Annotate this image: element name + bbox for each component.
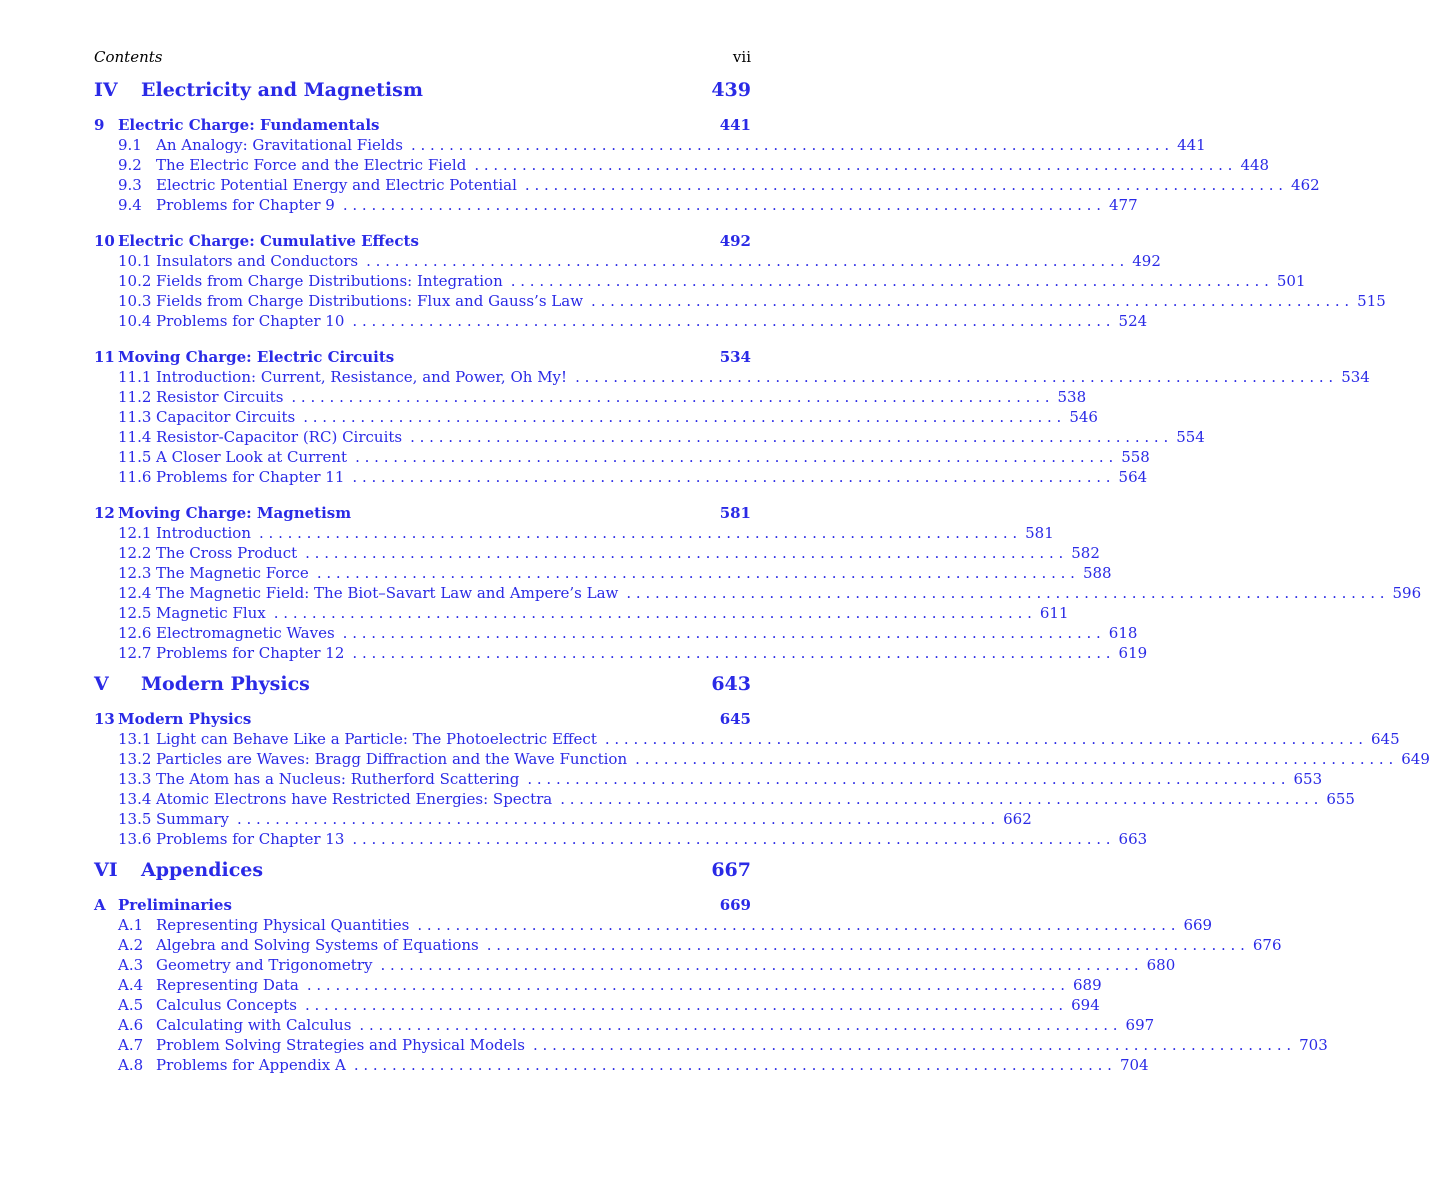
toc-chapter-entry[interactable] <box>94 347 751 367</box>
section-title: Capacitor Circuits <box>156 408 296 426</box>
section-page: 676 <box>1252 936 1282 954</box>
toc-section-entry[interactable] <box>94 749 1430 769</box>
dot-leader: . . . . . . . . . . . . . . . . . . . . . . . . . . . . . . . . . . . . . . . . . . . . . . . . . . . . . . . . . . . . . . . . . . . . . . . . . . . . . . . . <box>604 730 1363 748</box>
toc-section-entry[interactable] <box>94 195 1138 215</box>
section-page: 618 <box>1108 624 1138 642</box>
dot-leader: . . . . . . . . . . . . . . . . . . . . . . . . . . . . . . . . . . . . . . . . . . . . . . . . . . . . . . . . . . . . . . . . . . . . . . . . . . . . . . . . <box>575 368 1334 386</box>
section-title: Electric Potential Energy and Electric Potential <box>156 176 517 194</box>
section-title: Introduction <box>156 524 251 542</box>
section-number: A.6 <box>118 1016 144 1034</box>
section-number: A.2 <box>118 936 144 954</box>
part-number: VI <box>94 859 118 881</box>
dot-leader: . . . . . . . . . . . . . . . . . . . . . . . . . . . . . . . . . . . . . . . . . . . . . . . . . . . . . . . . . . . . . . . . . . . . . . . . . . . . . . . . <box>486 936 1245 954</box>
section-title: Problems for Chapter 9 <box>156 196 335 214</box>
section-number: A.4 <box>118 976 144 994</box>
chapter-title: Electric Charge: Cumulative Effects <box>118 232 419 250</box>
section-title: Resistor-Capacitor (RC) Circuits <box>156 428 403 446</box>
dot-leader: . . . . . . . . . . . . . . . . . . . . . . . . . . . . . . . . . . . . . . . . . . . . . . . . . . . . . . . . . . . . . . . . . . . . . . . . . . . . . . . . <box>305 544 1064 562</box>
chapter-number: 11 <box>94 348 115 366</box>
dot-leader: . . . . . . . . . . . . . . . . . . . . . . . . . . . . . . . . . . . . . . . . . . . . . . . . . . . . . . . . . . . . . . . . . . . . . . . . . . . . . . . . <box>474 156 1233 174</box>
toc-chapter-entry[interactable] <box>94 231 751 251</box>
dot-leader: . . . . . . . . . . . . . . . . . . . . . . . . . . . . . . . . . . . . . . . . . . . . . . . . . . . . . . . . . . . . . . . . . . . . . . . . . . . . . . . . <box>417 916 1176 934</box>
section-page: 689 <box>1072 976 1102 994</box>
section-title: The Atom has a Nucleus: Rutherford Scattering <box>156 770 520 788</box>
section-number: A.7 <box>118 1036 144 1054</box>
section-number: 12.6 <box>118 624 152 642</box>
section-page: 581 <box>1025 524 1054 542</box>
dot-leader: . . . . . . . . . . . . . . . . . . . . . . . . . . . . . . . . . . . . . . . . . . . . . . . . . . . . . . . . . . . . . . . . . . . . . . . . . . . . . . . . <box>273 604 1032 622</box>
toc-section-entry[interactable] <box>94 915 1213 935</box>
chapter-title: Preliminaries <box>118 896 232 914</box>
section-number: 13.4 <box>118 790 152 808</box>
toc-part-entry[interactable] <box>94 673 751 699</box>
part-number: V <box>94 673 109 695</box>
section-title: Insulators and Conductors <box>156 252 359 270</box>
toc-section-entry[interactable] <box>94 311 1148 331</box>
dot-leader: . . . . . . . . . . . . . . . . . . . . . . . . . . . . . . . . . . . . . . . . . . . . . . . . . . . . . . . . . . . . . . . . . . . . . . . . . . . . . . . . <box>304 996 1064 1014</box>
section-page: 524 <box>1118 312 1148 330</box>
section-title: Atomic Electrons have Restricted Energies: Spectra <box>156 790 553 808</box>
dot-leader: . . . . . . . . . . . . . . . . . . . . . . . . . . . . . . . . . . . . . . . . . . . . . . . . . . . . . . . . . . . . . . . . . . . . . . . . . . . . . . . . <box>342 196 1101 214</box>
chapter-page: 441 <box>719 116 751 134</box>
toc-section-entry[interactable] <box>94 769 1323 789</box>
section-number: 13.3 <box>118 770 152 788</box>
toc-section-entry[interactable] <box>94 367 1370 387</box>
section-number: 12.4 <box>118 584 152 602</box>
section-title: A Closer Look at Current <box>156 448 348 466</box>
section-title: Problems for Chapter 13 <box>156 830 345 848</box>
section-title: Resistor Circuits <box>156 388 284 406</box>
toc-section-entry[interactable] <box>94 643 1148 663</box>
section-page: 477 <box>1108 196 1138 214</box>
toc-section-entry[interactable] <box>94 291 1386 311</box>
section-number: 11.4 <box>118 428 152 446</box>
chapter-number: 9 <box>94 116 105 134</box>
part-page: 667 <box>711 859 751 881</box>
dot-leader: . . . . . . . . . . . . . . . . . . . . . . . . . . . . . . . . . . . . . . . . . . . . . . . . . . . . . . . . . . . . . . . . . . . . . . . . . . . . . . . . <box>259 524 1018 542</box>
section-number: 11.1 <box>118 368 152 386</box>
section-title: Representing Physical Quantities <box>156 916 410 934</box>
toc-section-entry[interactable] <box>94 135 1206 155</box>
chapter-title: Electric Charge: Fundamentals <box>118 116 380 134</box>
section-number: 11.5 <box>118 448 152 466</box>
section-title: Fields from Charge Distributions: Integration <box>156 272 503 290</box>
section-page: 680 <box>1146 956 1176 974</box>
section-page: 534 <box>1341 368 1370 386</box>
chapter-number: A <box>94 896 106 914</box>
dot-leader: . . . . . . . . . . . . . . . . . . . . . . . . . . . . . . . . . . . . . . . . . . . . . . . . . . . . . . . . . . . . . . . . . . . . . . . . . . . . . . . . <box>236 810 996 828</box>
section-page: 649 <box>1401 750 1430 768</box>
toc-section-entry[interactable] <box>94 387 1087 407</box>
page-number: vii <box>732 48 751 66</box>
toc-section-entry[interactable] <box>94 583 1422 603</box>
section-page: 564 <box>1118 468 1148 486</box>
section-number: 11.3 <box>118 408 152 426</box>
running-head-title: Contents <box>94 48 163 66</box>
section-title: Calculus Concepts <box>156 996 297 1014</box>
dot-leader: . . . . . . . . . . . . . . . . . . . . . . . . . . . . . . . . . . . . . . . . . . . . . . . . . . . . . . . . . . . . . . . . . . . . . . . . . . . . . . . . <box>524 176 1284 194</box>
toc-section-entry[interactable] <box>94 729 1400 749</box>
section-number: 11.6 <box>118 468 152 486</box>
dot-leader: . . . . . . . . . . . . . . . . . . . . . . . . . . . . . . . . . . . . . . . . . . . . . . . . . . . . . . . . . . . . . . . . . . . . . . . . . . . . . . . . <box>359 1016 1118 1034</box>
section-title: Introduction: Current, Resistance, and Power, Oh My! <box>156 368 568 386</box>
toc-chapter-entry[interactable] <box>94 709 751 729</box>
dot-leader: . . . . . . . . . . . . . . . . . . . . . . . . . . . . . . . . . . . . . . . . . . . . . . . . . . . . . . . . . . . . . . . . . . . . . . . . . . . . . . . . <box>560 790 1319 808</box>
section-number: 9.2 <box>118 156 142 174</box>
section-title: Light can Behave Like a Particle: The Photoelectric Effect <box>156 730 597 748</box>
toc-section-entry[interactable] <box>94 1055 1149 1075</box>
section-title: Summary <box>156 810 229 828</box>
toc-section-entry[interactable] <box>94 955 1176 975</box>
section-page: 501 <box>1276 272 1306 290</box>
chapter-number: 12 <box>94 504 115 522</box>
toc-section-entry[interactable] <box>94 995 1100 1015</box>
section-page: 441 <box>1177 136 1206 154</box>
dot-leader: . . . . . . . . . . . . . . . . . . . . . . . . . . . . . . . . . . . . . . . . . . . . . . . . . . . . . . . . . . . . . . . . . . . . . . . . . . . . . . . . <box>291 388 1050 406</box>
dot-leader: . . . . . . . . . . . . . . . . . . . . . . . . . . . . . . . . . . . . . . . . . . . . . . . . . . . . . . . . . . . . . . . . . . . . . . . . . . . . . . . . <box>366 252 1125 270</box>
section-number: 13.2 <box>118 750 152 768</box>
dot-leader: . . . . . . . . . . . . . . . . . . . . . . . . . . . . . . . . . . . . . . . . . . . . . . . . . . . . . . . . . . . . . . . . . . . . . . . . . . . . . . . . <box>626 584 1385 602</box>
dot-leader: . . . . . . . . . . . . . . . . . . . . . . . . . . . . . . . . . . . . . . . . . . . . . . . . . . . . . . . . . . . . . . . . . . . . . . . . . . . . . . . . <box>510 272 1269 290</box>
section-page: 588 <box>1082 564 1112 582</box>
dot-leader: . . . . . . . . . . . . . . . . . . . . . . . . . . . . . . . . . . . . . . . . . . . . . . . . . . . . . . . . . . . . . . . . . . . . . . . . . . . . . . . . <box>533 1036 1292 1054</box>
chapter-number: 10 <box>94 232 115 250</box>
section-number: 12.3 <box>118 564 152 582</box>
chapter-number: 13 <box>94 710 115 728</box>
chapter-page: 581 <box>719 504 751 522</box>
section-number: 13.1 <box>118 730 152 748</box>
section-title: Electromagnetic Waves <box>156 624 335 642</box>
toc-section-entry[interactable] <box>94 623 1138 643</box>
toc-section-entry[interactable] <box>94 829 1148 849</box>
section-number: 12.2 <box>118 544 152 562</box>
section-number: 12.5 <box>118 604 152 622</box>
section-title: Problem Solving Strategies and Physical Models <box>156 1036 526 1054</box>
toc-part-entry[interactable] <box>94 79 751 105</box>
section-page: 492 <box>1132 252 1161 270</box>
toc-section-entry[interactable] <box>94 407 1098 427</box>
section-number: 10.3 <box>118 292 152 310</box>
section-number: 13.5 <box>118 810 152 828</box>
section-number: 9.4 <box>118 196 142 214</box>
part-page: 643 <box>711 673 751 695</box>
section-page: 558 <box>1121 448 1150 466</box>
dot-leader: . . . . . . . . . . . . . . . . . . . . . . . . . . . . . . . . . . . . . . . . . . . . . . . . . . . . . . . . . . . . . . . . . . . . . . . . . . . . . . . . <box>303 408 1062 426</box>
toc-section-entry[interactable] <box>94 1015 1155 1035</box>
table-of-contents <box>94 79 1430 1075</box>
toc-chapter-entry[interactable] <box>94 115 751 135</box>
contents-page <box>94 45 1430 1075</box>
toc-chapter-entry[interactable] <box>94 895 751 915</box>
section-number: A.5 <box>118 996 144 1014</box>
toc-section-entry[interactable] <box>94 603 1069 623</box>
section-page: 697 <box>1125 1016 1155 1034</box>
toc-part-entry[interactable] <box>94 859 751 885</box>
dot-leader: . . . . . . . . . . . . . . . . . . . . . . . . . . . . . . . . . . . . . . . . . . . . . . . . . . . . . . . . . . . . . . . . . . . . . . . . . . . . . . . . <box>352 644 1111 662</box>
section-page: 662 <box>1003 810 1032 828</box>
dot-leader: . . . . . . . . . . . . . . . . . . . . . . . . . . . . . . . . . . . . . . . . . . . . . . . . . . . . . . . . . . . . . . . . . . . . . . . . . . . . . . . . <box>380 956 1139 974</box>
toc-section-entry[interactable] <box>94 563 1112 583</box>
chapter-page: 534 <box>719 348 751 366</box>
chapter-title: Moving Charge: Magnetism <box>118 504 352 522</box>
section-page: 538 <box>1057 388 1087 406</box>
section-page: 515 <box>1357 292 1386 310</box>
section-number: A.3 <box>118 956 144 974</box>
section-title: Problems for Appendix A <box>156 1056 346 1074</box>
section-title: Magnetic Flux <box>156 604 266 622</box>
section-number: 10.2 <box>118 272 152 290</box>
section-title: Calculating with Calculus <box>156 1016 352 1034</box>
toc-section-entry[interactable] <box>94 935 1282 955</box>
toc-section-entry[interactable] <box>94 1035 1328 1055</box>
section-number: A.8 <box>118 1056 144 1074</box>
section-page: 619 <box>1118 644 1148 662</box>
dot-leader: . . . . . . . . . . . . . . . . . . . . . . . . . . . . . . . . . . . . . . . . . . . . . . . . . . . . . . . . . . . . . . . . . . . . . . . . . . . . . . . . <box>352 312 1111 330</box>
part-title: Appendices <box>141 859 264 881</box>
toc-section-entry[interactable] <box>94 427 1205 447</box>
chapter-page: 669 <box>719 896 751 914</box>
section-title: Geometry and Trigonometry <box>156 956 373 974</box>
section-page: 653 <box>1293 770 1323 788</box>
toc-section-entry[interactable] <box>94 543 1100 563</box>
section-title: The Cross Product <box>156 544 298 562</box>
toc-section-entry[interactable] <box>94 975 1102 995</box>
section-page: 703 <box>1299 1036 1328 1054</box>
section-number: 13.6 <box>118 830 152 848</box>
part-number: IV <box>94 79 118 101</box>
toc-section-entry[interactable] <box>94 467 1148 487</box>
part-title: Electricity and Magnetism <box>141 79 423 101</box>
section-title: The Electric Force and the Electric Field <box>156 156 467 174</box>
section-page: 554 <box>1176 428 1205 446</box>
section-title: The Magnetic Force <box>156 564 309 582</box>
toc-chapter-entry[interactable] <box>94 503 751 523</box>
dot-leader: . . . . . . . . . . . . . . . . . . . . . . . . . . . . . . . . . . . . . . . . . . . . . . . . . . . . . . . . . . . . . . . . . . . . . . . . . . . . . . . . <box>316 564 1075 582</box>
dot-leader: . . . . . . . . . . . . . . . . . . . . . . . . . . . . . . . . . . . . . . . . . . . . . . . . . . . . . . . . . . . . . . . . . . . . . . . . . . . . . . . . <box>342 624 1101 642</box>
section-title: Representing Data <box>156 976 299 994</box>
section-title: Algebra and Solving Systems of Equations <box>156 936 479 954</box>
toc-section-entry[interactable] <box>94 251 1161 271</box>
toc-section-entry[interactable] <box>94 789 1355 809</box>
section-page: 669 <box>1183 916 1213 934</box>
section-title: The Magnetic Field: The Biot–Savart Law and Ampere’s Law <box>156 584 619 602</box>
section-page: 546 <box>1069 408 1098 426</box>
dot-leader: . . . . . . . . . . . . . . . . . . . . . . . . . . . . . . . . . . . . . . . . . . . . . . . . . . . . . . . . . . . . . . . . . . . . . . . . . . . . . . . . <box>355 448 1114 466</box>
section-page: 645 <box>1370 730 1400 748</box>
toc-section-entry[interactable] <box>94 155 1270 175</box>
toc-section-entry[interactable] <box>94 447 1150 467</box>
dot-leader: . . . . . . . . . . . . . . . . . . . . . . . . . . . . . . . . . . . . . . . . . . . . . . . . . . . . . . . . . . . . . . . . . . . . . . . . . . . . . . . . <box>352 830 1111 848</box>
dot-leader: . . . . . . . . . . . . . . . . . . . . . . . . . . . . . . . . . . . . . . . . . . . . . . . . . . . . . . . . . . . . . . . . . . . . . . . . . . . . . . . . <box>410 136 1170 154</box>
section-title: Problems for Chapter 11 <box>156 468 345 486</box>
section-page: 663 <box>1118 830 1148 848</box>
chapter-page: 492 <box>719 232 751 250</box>
section-number: 12.1 <box>118 524 152 542</box>
chapter-page: 645 <box>719 710 751 728</box>
dot-leader: . . . . . . . . . . . . . . . . . . . . . . . . . . . . . . . . . . . . . . . . . . . . . . . . . . . . . . . . . . . . . . . . . . . . . . . . . . . . . . . . <box>352 468 1111 486</box>
chapter-title: Modern Physics <box>118 710 252 728</box>
section-page: 462 <box>1291 176 1320 194</box>
section-title: Fields from Charge Distributions: Flux and Gauss’s Law <box>156 292 584 310</box>
section-page: 611 <box>1039 604 1069 622</box>
dot-leader: . . . . . . . . . . . . . . . . . . . . . . . . . . . . . . . . . . . . . . . . . . . . . . . . . . . . . . . . . . . . . . . . . . . . . . . . . . . . . . . . <box>635 750 1394 768</box>
section-number: 9.1 <box>118 136 142 154</box>
chapter-title: Moving Charge: Electric Circuits <box>118 348 395 366</box>
section-page: 448 <box>1240 156 1270 174</box>
toc-section-entry[interactable] <box>94 271 1306 291</box>
running-head <box>94 45 751 69</box>
section-title: Problems for Chapter 10 <box>156 312 345 330</box>
section-number: 10.1 <box>118 252 152 270</box>
section-page: 582 <box>1071 544 1100 562</box>
section-number: A.1 <box>118 916 144 934</box>
section-title: Problems for Chapter 12 <box>156 644 345 662</box>
dot-leader: . . . . . . . . . . . . . . . . . . . . . . . . . . . . . . . . . . . . . . . . . . . . . . . . . . . . . . . . . . . . . . . . . . . . . . . . . . . . . . . . <box>527 770 1286 788</box>
section-title: An Analogy: Gravitational Fields <box>156 136 403 154</box>
section-page: 655 <box>1326 790 1355 808</box>
dot-leader: . . . . . . . . . . . . . . . . . . . . . . . . . . . . . . . . . . . . . . . . . . . . . . . . . . . . . . . . . . . . . . . . . . . . . . . . . . . . . . . . <box>591 292 1350 310</box>
section-number: 10.4 <box>118 312 152 330</box>
section-number: 9.3 <box>118 176 142 194</box>
section-title: Particles are Waves: Bragg Diffraction and the Wave Function <box>156 750 628 768</box>
toc-section-entry[interactable] <box>94 523 1054 543</box>
section-page: 596 <box>1392 584 1422 602</box>
section-page: 694 <box>1071 996 1100 1014</box>
part-title: Modern Physics <box>141 673 310 695</box>
part-page: 439 <box>711 79 751 101</box>
section-page: 704 <box>1119 1056 1149 1074</box>
toc-section-entry[interactable] <box>94 175 1320 195</box>
toc-section-entry[interactable] <box>94 809 1032 829</box>
section-number: 11.2 <box>118 388 152 406</box>
dot-leader: . . . . . . . . . . . . . . . . . . . . . . . . . . . . . . . . . . . . . . . . . . . . . . . . . . . . . . . . . . . . . . . . . . . . . . . . . . . . . . . . <box>306 976 1065 994</box>
dot-leader: . . . . . . . . . . . . . . . . . . . . . . . . . . . . . . . . . . . . . . . . . . . . . . . . . . . . . . . . . . . . . . . . . . . . . . . . . . . . . . . . <box>353 1056 1112 1074</box>
section-number: 12.7 <box>118 644 152 662</box>
dot-leader: . . . . . . . . . . . . . . . . . . . . . . . . . . . . . . . . . . . . . . . . . . . . . . . . . . . . . . . . . . . . . . . . . . . . . . . . . . . . . . . . <box>410 428 1169 446</box>
